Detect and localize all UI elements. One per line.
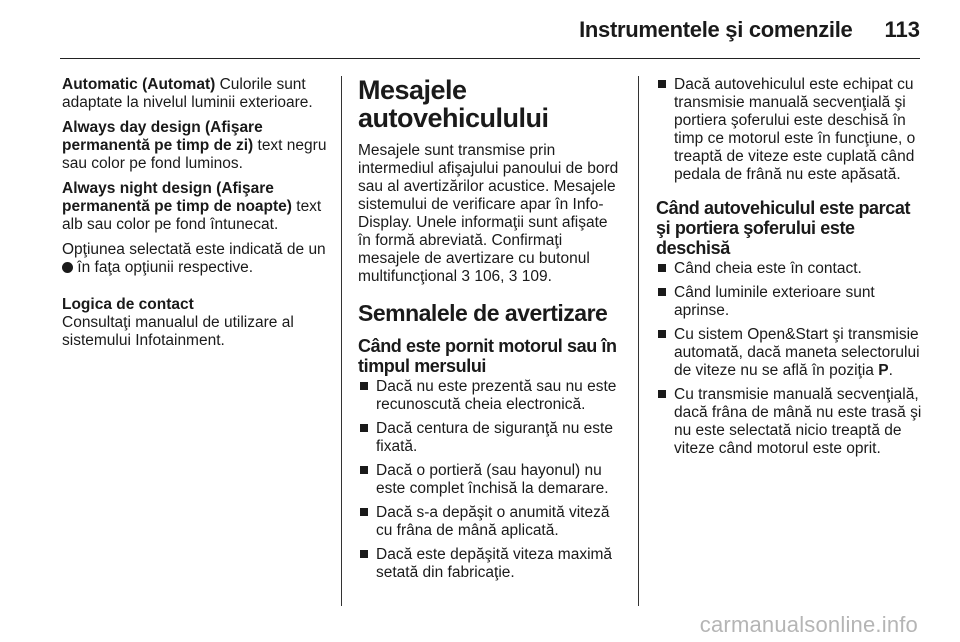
page-reference[interactable]: 3 106, bbox=[461, 268, 509, 285]
description: Culorile sunt adaptate la nivelul luminii exterioare. bbox=[62, 76, 313, 111]
header-divider bbox=[60, 58, 920, 59]
page-title: Instrumentele şi comenzile bbox=[579, 17, 853, 42]
square-bullet-icon bbox=[360, 550, 368, 558]
list-item: Dacă centura de siguranţă nu este fixată. bbox=[358, 420, 624, 456]
square-bullet-icon bbox=[658, 80, 666, 88]
subsection-title: Semnalele de avertizare bbox=[358, 300, 608, 326]
section-title: Mesajele autovehiculului bbox=[358, 75, 549, 133]
definition-automatic bbox=[62, 76, 330, 112]
selection-note: Opţiunea selectată este indicată de un în faţa opţiunii respective. bbox=[62, 241, 326, 276]
intro-paragraph: Mesajele sunt transmise prin intermediul afişajului panoului de bord sau al avertizărilor acustice. Mesajele sistemului de verificare apar în Info-Display. Unele informaţii sunt afişate în formă abreviată. Confirmaţi mesajele de avertizare cu butonul multifuncţional 3 106, 3 109. bbox=[358, 142, 619, 285]
parked-warning-list bbox=[656, 260, 926, 458]
column-divider-1 bbox=[341, 76, 342, 606]
description: text alb sau color pe fond întunecat. bbox=[62, 198, 322, 233]
column-2 bbox=[358, 76, 624, 588]
description: Consultaţi manualul de utilizare al sistemului Infotainment. bbox=[62, 314, 294, 349]
definition-ignition-logic bbox=[62, 296, 330, 350]
square-bullet-icon bbox=[658, 288, 666, 296]
column-divider-2 bbox=[638, 76, 639, 606]
column-1 bbox=[62, 76, 330, 357]
term: Always day design (Afişare permanentă pe timp de zi) bbox=[62, 119, 263, 154]
square-bullet-icon bbox=[658, 264, 666, 272]
list-item: Când cheia este în contact. bbox=[656, 260, 926, 278]
list-item: Cu sistem Open&Start şi transmisie automată, dacă maneta selectorului de viteze nu se află în poziţia P. bbox=[656, 326, 926, 380]
list-item: Dacă o portieră (sau hayonul) nu este complet închisă la demarare. bbox=[358, 462, 624, 498]
subheading: Când este pornit motorul sau în timpul mersului bbox=[358, 336, 617, 376]
square-bullet-icon bbox=[658, 330, 666, 338]
square-bullet-icon bbox=[360, 508, 368, 516]
page-header bbox=[60, 12, 920, 48]
definition-day-design bbox=[62, 119, 330, 173]
warning-list-continued bbox=[656, 76, 926, 184]
square-bullet-icon bbox=[658, 390, 666, 398]
list-item: Dacă autovehiculul este echipat cu transmisie manuală secvenţială şi portiera şoferului este deschisă în timp ce motorul este în funcţiune, o treaptă de viteze este cuplată când pedala de frână nu este apăsată. bbox=[656, 76, 926, 184]
list-item: Dacă s-a depăşit o anumită viteză cu frâna de mână aplicată. bbox=[358, 504, 624, 540]
watermark: carmanualsonline.info bbox=[699, 612, 918, 637]
term: Always night design (Afişare permanentă pe timp de noapte) bbox=[62, 180, 292, 215]
page-number: 113 bbox=[884, 17, 920, 42]
subheading: Când autovehiculul este parcat şi portiera şoferului este deschisă bbox=[656, 198, 911, 258]
warning-list bbox=[358, 378, 624, 582]
list-item: Cu transmisie manuală secvenţială, dacă frâna de mână nu este trasă şi nu este selectată nicio treaptă de viteze când motorul este oprit. bbox=[656, 386, 926, 458]
column-3 bbox=[656, 76, 926, 464]
term: Logica de contact bbox=[62, 296, 194, 313]
definition-night-design bbox=[62, 180, 330, 234]
term: Automatic (Automat) bbox=[62, 76, 216, 93]
list-item: Când luminile exterioare sunt aprinse. bbox=[656, 284, 926, 320]
description: text negru sau color pe fond luminos. bbox=[62, 137, 327, 172]
square-bullet-icon bbox=[360, 466, 368, 474]
square-bullet-icon bbox=[360, 382, 368, 390]
list-item: Dacă este depăşită viteza maximă setată din fabricaţie. bbox=[358, 546, 624, 582]
list-item: Dacă nu este prezentă sau nu este recunoscută cheia electronică. bbox=[358, 378, 624, 414]
square-bullet-icon bbox=[360, 424, 368, 432]
filled-circle-icon bbox=[62, 262, 73, 273]
page-reference[interactable]: 3 109. bbox=[508, 268, 552, 285]
